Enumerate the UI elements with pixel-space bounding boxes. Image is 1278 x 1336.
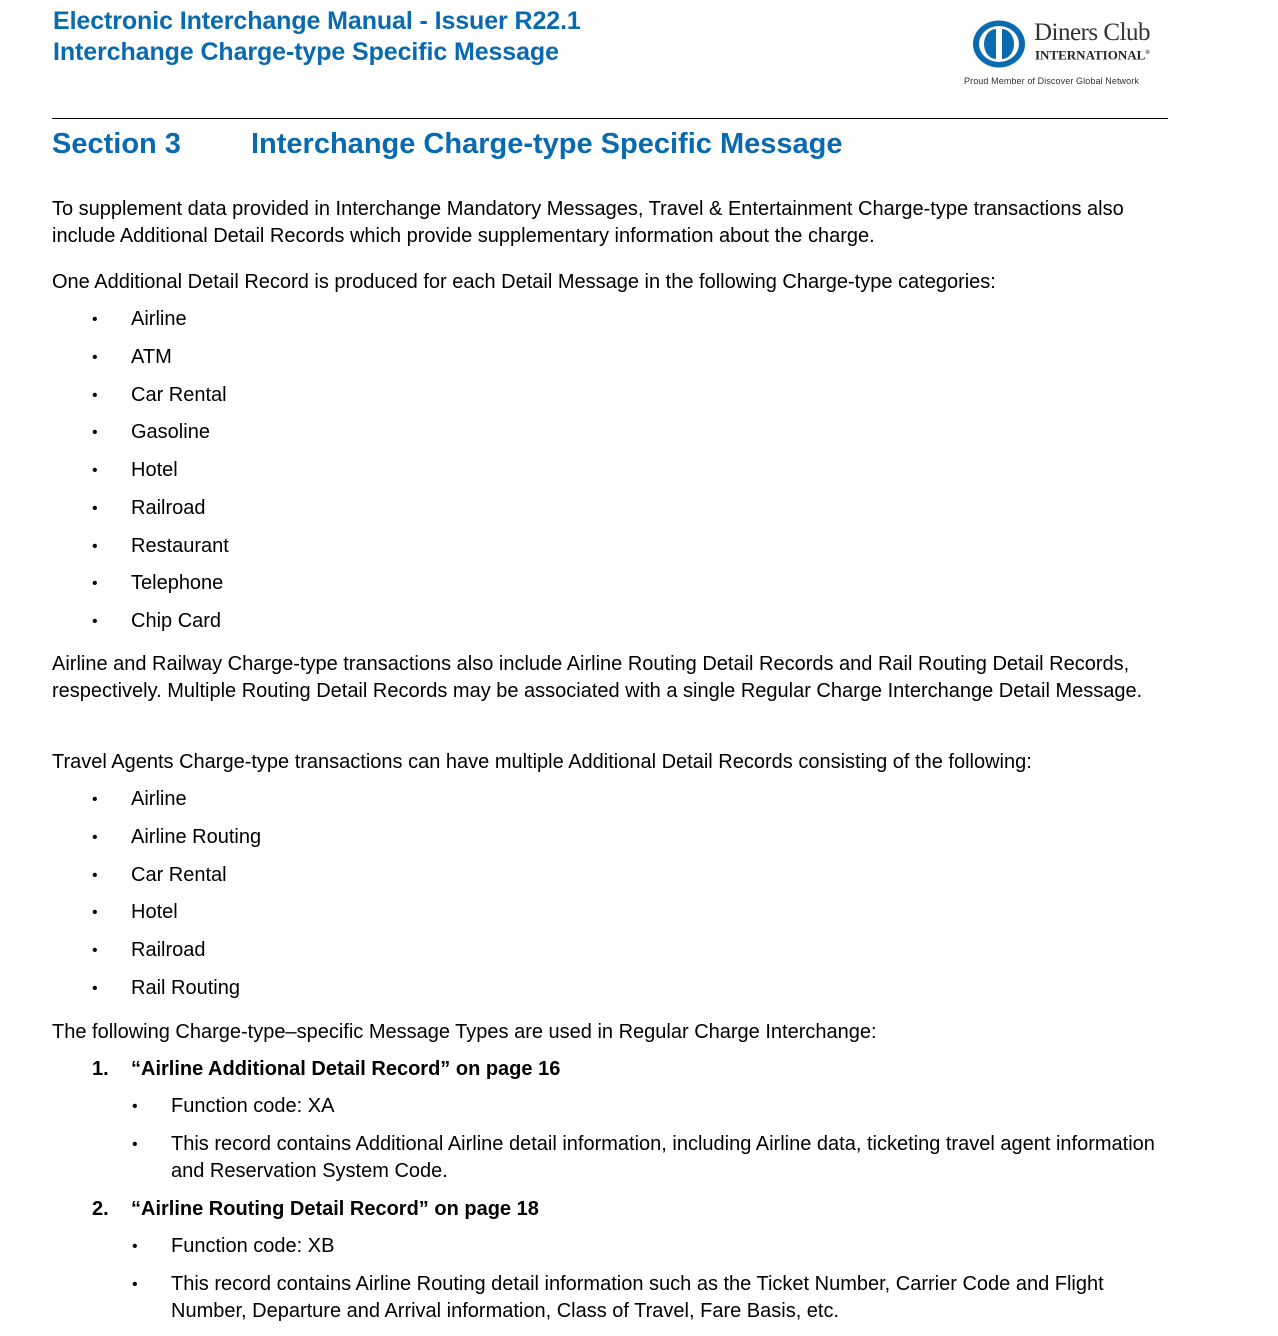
message-type-heading (92, 1196, 1172, 1233)
bullet-icon: • (132, 1238, 138, 1255)
list-item (52, 862, 261, 900)
list-item (52, 786, 261, 824)
categories-intro-paragraph: One Additional Detail Record is produced for each Detail Message in the following Charge-type categories: (52, 271, 996, 293)
intro-paragraph: To supplement data provided in Interchange Mandatory Messages, Travel & Entertainment Charge-type transactions also include Additional Detail Records which provide supplementary information about the charge. (52, 198, 1124, 247)
bullet-icon: • (132, 1136, 138, 1153)
bullet-icon: • (92, 311, 98, 328)
bullet-icon: • (132, 1098, 138, 1115)
list-item-label: Car Rental (131, 863, 227, 886)
logo-brand-name: Diners Club (1034, 19, 1151, 46)
bullet-icon: • (92, 499, 98, 517)
list-item-label: Airline (131, 788, 187, 810)
bullet-icon: • (92, 424, 98, 442)
list-item-label: Airline (131, 308, 187, 330)
bullet-icon: • (92, 979, 98, 997)
message-type-link[interactable]: “Airline Routing Detail Record” on page 18 (131, 1198, 539, 1220)
list-item-label: Railroad (131, 496, 206, 519)
list-item (52, 419, 229, 457)
list-item (52, 570, 229, 608)
bullet-icon: • (92, 386, 98, 404)
item-number: 2. (92, 1198, 109, 1220)
bullet-icon: • (92, 828, 98, 846)
list-item-label: Chip Card (131, 610, 222, 632)
chapter-title: Interchange Charge-type Specific Message (53, 38, 559, 66)
document-header (53, 6, 581, 68)
detail-item (92, 1233, 1172, 1260)
list-item-label: Telephone (131, 572, 224, 595)
bullet-icon: • (92, 537, 98, 555)
bullet-icon: • (92, 613, 98, 630)
list-item (52, 457, 229, 495)
detail-item (92, 1271, 1172, 1325)
list-item (52, 608, 229, 646)
item-number: 1. (92, 1058, 109, 1080)
message-type-heading (92, 1056, 1172, 1093)
header-divider (52, 118, 1168, 119)
list-item-label: Car Rental (131, 383, 227, 406)
list-item (52, 899, 261, 937)
routing-paragraph: Airline and Railway Charge-type transactions also include Airline Routing Detail Records and Rail Routing Detail Records, respectively. Multiple Routing Detail Records may be associated with a single Regular Charge Interchange Detail Message. (52, 653, 1143, 702)
diners-club-logo-icon (972, 19, 1028, 69)
message-type-item (92, 1196, 1172, 1325)
detail-text: This record contains Airline Routing detail information such as the Ticket Number, Carrier Code and Flight Number, Departure and Arrival information, Class of Travel, Fare Basis, etc. (171, 1273, 1104, 1322)
detail-text: Function code: XA (171, 1095, 335, 1117)
bullet-icon: • (92, 348, 98, 366)
travel-agents-intro-paragraph: Travel Agents Charge-type transactions can have multiple Additional Detail Records consisting of the following: (52, 751, 1032, 773)
logo-sub-text: INTERNATIONAL (1035, 47, 1146, 63)
bullet-icon: • (92, 942, 98, 959)
list-item-label: ATM (131, 345, 172, 368)
bullet-icon: • (92, 866, 98, 884)
logo-tagline: Proud Member of Discover Global Network (964, 76, 1139, 86)
list-item (52, 937, 261, 975)
bullet-icon: • (92, 791, 98, 808)
list-item-label: Hotel (131, 901, 178, 924)
list-item (52, 975, 261, 1013)
message-type-details (92, 1093, 1172, 1185)
list-item (52, 344, 229, 382)
list-item-label: Rail Routing (131, 976, 240, 999)
list-item-label: Gasoline (131, 421, 210, 444)
bullet-icon: • (132, 1276, 138, 1293)
message-type-details (92, 1233, 1172, 1325)
trademark-mark: ® (1145, 50, 1150, 56)
section-number: Section 3 (52, 128, 181, 160)
message-types-list (92, 1056, 1172, 1336)
list-item-label: Airline Routing (131, 825, 262, 848)
charge-type-categories-list (52, 306, 229, 646)
list-item (52, 824, 261, 862)
message-type-item (92, 1056, 1172, 1185)
list-item (52, 306, 229, 344)
section-heading (52, 124, 842, 164)
list-item (52, 495, 229, 533)
travel-agents-records-list (52, 786, 261, 1013)
bullet-icon: • (92, 575, 98, 593)
diners-club-logo (964, 16, 1169, 91)
logo-brand-sub (1035, 46, 1150, 62)
bullet-icon: • (92, 904, 98, 922)
list-item (52, 533, 229, 571)
section-title: Interchange Charge-type Specific Message (251, 128, 843, 160)
list-item-label: Hotel (131, 459, 178, 481)
message-type-link[interactable]: “Airline Additional Detail Record” on page 16 (131, 1058, 561, 1080)
detail-item (92, 1093, 1172, 1120)
list-item (52, 382, 229, 420)
detail-item (92, 1131, 1172, 1185)
detail-text: Function code: XB (171, 1235, 335, 1257)
manual-title: Electronic Interchange Manual - Issuer R22.1 (53, 7, 581, 35)
detail-text: This record contains Additional Airline detail information, including Airline data, ticketing travel agent information and Reservation System Code. (171, 1133, 1155, 1182)
list-item-label: Railroad (131, 939, 206, 961)
message-types-intro-paragraph: The following Charge-type–specific Message Types are used in Regular Charge Interchange: (52, 1021, 877, 1043)
bullet-icon: • (92, 462, 98, 479)
list-item-label: Restaurant (131, 534, 229, 557)
